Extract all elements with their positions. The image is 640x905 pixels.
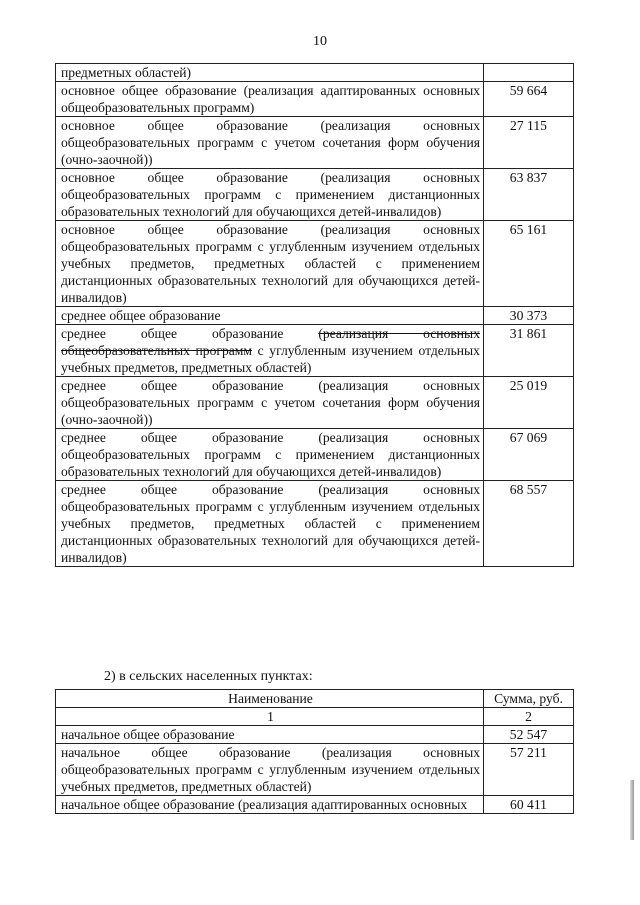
page-number: 10 bbox=[313, 34, 327, 49]
table-row bbox=[56, 481, 574, 567]
row-amount: 59 664 bbox=[484, 82, 574, 117]
row-name: начальное общее образование (реализация адаптированных основных bbox=[56, 796, 484, 814]
row-amount: 25 019 bbox=[484, 377, 574, 429]
row-name: основное общее образование (реализация адаптированных основных общеобразовательных программ) bbox=[56, 82, 484, 117]
row-name: среднее общее образование (реализация основных общеобразовательных программ с учетом сочетания форм обучения (очно-заочной)) bbox=[56, 377, 484, 429]
table-row bbox=[56, 726, 574, 744]
table-row bbox=[56, 64, 574, 82]
table-header-row bbox=[56, 690, 574, 708]
row-name: среднее общее образование (реализация основных общеобразовательных программ с углубленным изучением отдельных учебных предметов, предметных областей с применением дистанционных образовательных технологий для обучающихся детей-инвалидов) bbox=[56, 481, 484, 567]
row-name: основное общее образование (реализация основных общеобразовательных программ с учетом сочетания форм обучения (очно-заочной)) bbox=[56, 117, 484, 169]
table-row bbox=[56, 429, 574, 481]
section-heading: 2) в сельских населенных пунктах: bbox=[104, 669, 313, 684]
row-name: начальное общее образование bbox=[56, 726, 484, 744]
table-row bbox=[56, 796, 574, 814]
row-amount bbox=[484, 64, 574, 82]
row-amount: 31 861 bbox=[484, 325, 574, 377]
row-name: среднее общее образование bbox=[56, 307, 484, 325]
row-amount: 30 373 bbox=[484, 307, 574, 325]
row-name: среднее общее образование (реализация основных общеобразовательных программ с применением дистанционных образовательных технологий для обучающихся детей-инвалидов) bbox=[56, 429, 484, 481]
table-row bbox=[56, 377, 574, 429]
row-name: предметных областей) bbox=[56, 64, 484, 82]
row-amount: 27 115 bbox=[484, 117, 574, 169]
scan-edge-shadow bbox=[630, 780, 634, 840]
row-amount: 68 557 bbox=[484, 481, 574, 567]
table-row bbox=[56, 307, 574, 325]
column-header-name: Наименование bbox=[56, 690, 484, 708]
row-name-prefix: среднее общее образование bbox=[61, 326, 284, 341]
row-amount: 63 837 bbox=[484, 169, 574, 221]
row-name bbox=[56, 325, 484, 377]
table-row bbox=[56, 744, 574, 796]
table-index-row bbox=[56, 708, 574, 726]
row-name: основное общее образование (реализация основных общеобразовательных программ с применением дистанционных образовательных технологий для обучающихся детей-инвалидов) bbox=[56, 169, 484, 221]
row-amount: 65 161 bbox=[484, 221, 574, 307]
row-name-suffix: с углубленным изучением отдельных учебных предметов, предметных областей) bbox=[61, 343, 480, 375]
row-amount: 60 411 bbox=[484, 796, 574, 814]
column-index-2: 2 bbox=[484, 708, 574, 726]
rural-funding-table bbox=[55, 689, 574, 814]
row-name: начальное общее образование (реализация основных общеобразовательных программ с углубленным изучением отдельных учебных предметов, предметных областей) bbox=[56, 744, 484, 796]
row-amount: 52 547 bbox=[484, 726, 574, 744]
table-row bbox=[56, 117, 574, 169]
row-name: основное общее образование (реализация основных общеобразовательных программ с углубленным изучением отдельных учебных предметов, предметных областей с применением дистанционных образовательных технологий для обучающихся детей-инвалидов) bbox=[56, 221, 484, 307]
column-index-1: 1 bbox=[56, 708, 484, 726]
funding-table-continued bbox=[55, 63, 574, 567]
column-header-amount: Сумма, руб. bbox=[484, 690, 574, 708]
table-row bbox=[56, 82, 574, 117]
struck-text: (реализация основных общеобразовательных программ bbox=[61, 326, 480, 358]
row-amount: 67 069 bbox=[484, 429, 574, 481]
table-row bbox=[56, 221, 574, 307]
table-row bbox=[56, 325, 574, 377]
row-amount: 57 211 bbox=[484, 744, 574, 796]
table-row bbox=[56, 169, 574, 221]
